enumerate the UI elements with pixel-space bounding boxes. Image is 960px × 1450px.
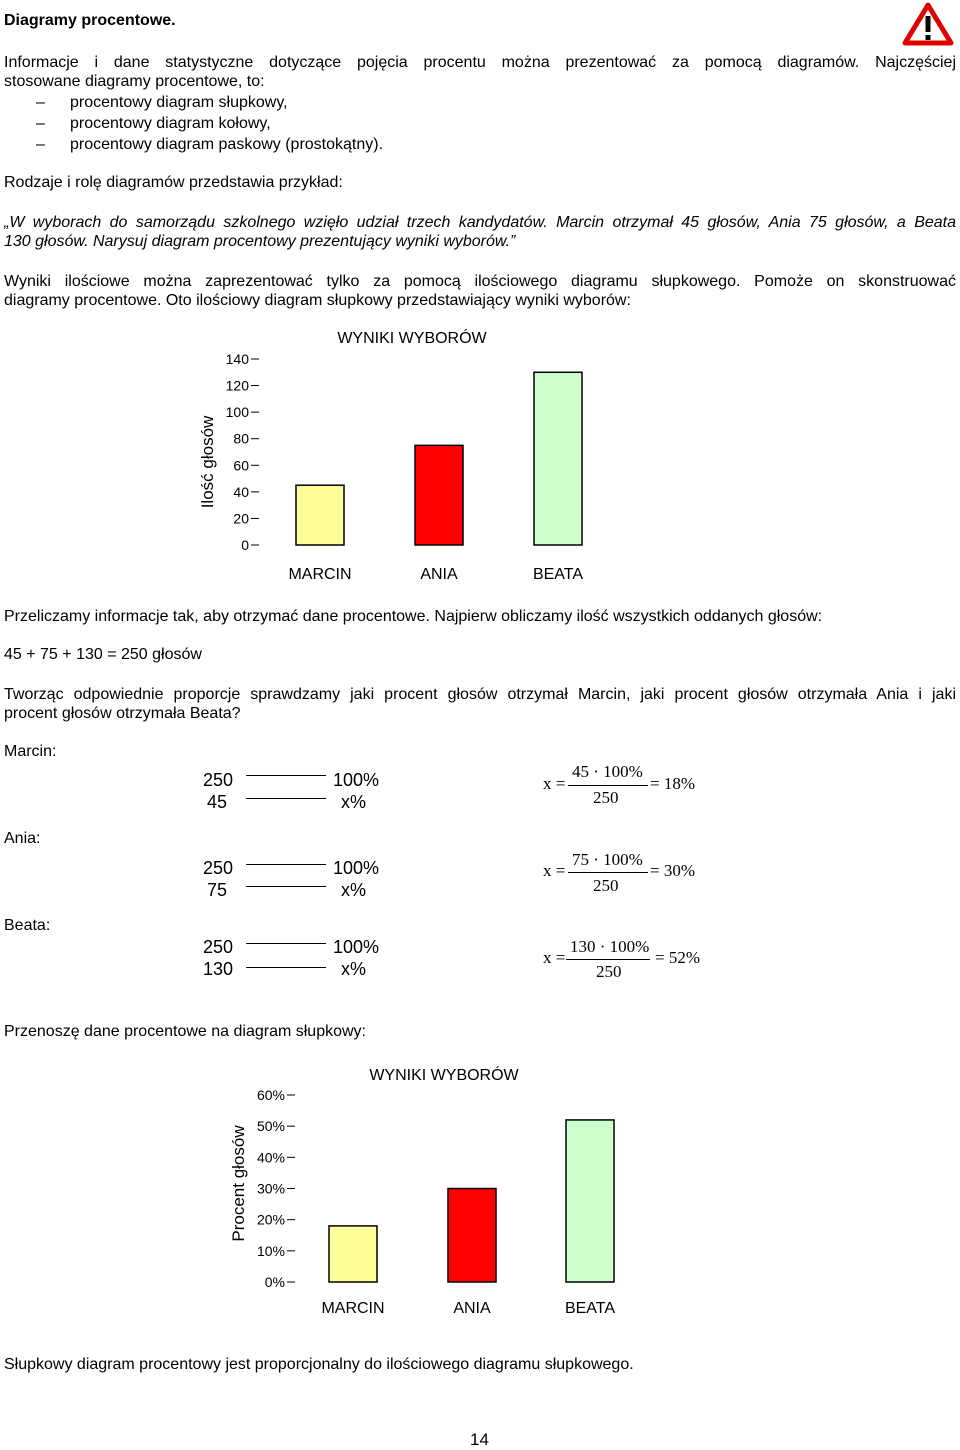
formula-denominator: 250 <box>593 876 619 895</box>
x-category-label: ANIA <box>453 1300 491 1317</box>
intro-line-2: stosowane diagramy procentowe, to: <box>4 73 265 90</box>
para3: Przeliczamy informacje tak, aby otrzymać dane procentowe. Najpierw obliczamy ilość wszystkich oddanych głosów: <box>4 608 823 625</box>
bar-marcin <box>329 1226 377 1282</box>
calc-name-ania: Ania: <box>4 830 41 847</box>
calc-name-beata: Beata: <box>4 917 51 934</box>
formula-denominator: 250 <box>593 788 619 807</box>
x-category-label: ANIA <box>420 566 458 583</box>
list-dash: – <box>36 94 45 111</box>
proportion-part: 75 <box>207 880 228 900</box>
para2-line-1: Wyniki ilościowe można zaprezentować tylko za pomocą ilościowego diagramu słupkowego. Pomoże on skonstruować <box>4 273 956 290</box>
proportion-total: 250 <box>203 937 234 957</box>
proportion-x: x% <box>341 880 367 900</box>
y-axis-label: Ilość głosów <box>198 415 217 509</box>
para4-line-1: Tworząc odpowiednie proporcje sprawdzamy jaki procent głosów otrzymał Marcin, jaki procent głosów otrzymała Ania i jaki <box>4 686 956 703</box>
proportion-percent: 100% <box>333 770 380 790</box>
formula-denominator: 250 <box>596 962 622 981</box>
proportion-part: 45 <box>207 792 228 812</box>
formula-numerator: 45 · 100% <box>572 762 643 781</box>
formula-numerator: 130 · 100% <box>570 937 650 956</box>
bar-marcin <box>296 485 344 545</box>
page-title: Diagramy procentowe. <box>4 12 176 29</box>
conclusion: Słupkowy diagram procentowy jest proporcjonalny do ilościowego diagramu słupkowego. <box>4 1356 634 1373</box>
y-tick-label: 20% <box>256 1211 285 1228</box>
y-tick-label: 30% <box>256 1180 285 1197</box>
example-intro: Rodzaje i rolę diagramów przedstawia przykład: <box>4 174 343 191</box>
list-item: procentowy diagram słupkowy, <box>70 94 288 111</box>
y-tick-label: 0 <box>241 537 249 553</box>
chart-title: WYNIKI WYBORÓW <box>369 1067 519 1084</box>
warning-icon <box>902 2 954 51</box>
y-tick-label: 0% <box>264 1274 285 1290</box>
para2-line-2: diagramy procentowe. Oto ilościowy diagram słupkowy przedstawiający wyniki wyborów: <box>4 292 631 309</box>
formula-numerator: 75 · 100% <box>572 850 643 869</box>
proportion-x: x% <box>341 792 367 812</box>
votes-bar-chart <box>180 318 680 588</box>
proportion-percent: 100% <box>333 858 380 878</box>
bar-ania <box>448 1189 496 1283</box>
y-tick-label: 100 <box>225 404 249 421</box>
y-tick-label: 40% <box>256 1149 285 1166</box>
formula-x: x = <box>543 774 566 793</box>
y-tick-label: 60% <box>256 1087 285 1103</box>
chart-title: WYNIKI WYBORÓW <box>337 330 487 347</box>
x-category-label: BEATA <box>564 1300 616 1317</box>
proportion-total: 250 <box>203 770 234 790</box>
proportion-x: x% <box>341 959 367 979</box>
para5: Przenoszę dane procentowe na diagram słupkowy: <box>4 1023 366 1040</box>
intro-line-1: Informacje i dane statystyczne dotyczące pojęcia procentu można prezentować za pomocą diagramów. Najczęściej <box>4 54 956 71</box>
page-number: 14 <box>470 1430 489 1449</box>
formula-result: = 18% <box>650 774 695 793</box>
y-tick-label: 40 <box>233 483 249 500</box>
x-category-label: MARCIN <box>288 566 352 583</box>
list-dash: – <box>36 136 45 153</box>
y-tick-label: 20 <box>233 510 249 527</box>
bar-beata <box>566 1120 614 1282</box>
formula-x: x = <box>543 861 566 880</box>
proportion-part: 130 <box>203 959 234 979</box>
y-tick-label: 120 <box>225 377 249 394</box>
sum-equation: 45 + 75 + 130 = 250 głosów <box>4 646 202 663</box>
calc-name-marcin: Marcin: <box>4 743 57 760</box>
proportion-total: 250 <box>203 858 234 878</box>
list-dash: – <box>36 115 45 132</box>
proportion-percent: 100% <box>333 937 380 957</box>
bar-beata <box>534 372 582 545</box>
y-tick-label: 60 <box>233 457 249 474</box>
y-axis-label: Procent głosów <box>229 1125 248 1242</box>
list-item: procentowy diagram kołowy, <box>70 115 271 132</box>
task-line-2: 130 głosów. Narysuj diagram procentowy prezentujący wyniki wyborów.” <box>4 233 516 250</box>
percent-bar-chart <box>222 1056 682 1326</box>
bar-ania <box>415 445 463 545</box>
x-category-label: MARCIN <box>321 1300 385 1317</box>
formula-result: = 30% <box>650 861 695 880</box>
y-tick-label: 50% <box>256 1118 285 1135</box>
formula-x: x = <box>543 948 566 967</box>
y-tick-label: 140 <box>225 351 249 367</box>
y-tick-label: 80 <box>233 430 249 447</box>
task-line-1: „W wyborach do samorządu szkolnego wzięło udział trzech kandydatów. Marcin otrzymał 45 głosów, Ania 75 głosów, a Beata <box>4 214 956 231</box>
para4-line-2: procent głosów otrzymała Beata? <box>4 705 241 722</box>
y-tick-label: 10% <box>256 1242 285 1259</box>
formula-result: = 52% <box>655 948 700 967</box>
list-item: procentowy diagram paskowy (prostokątny). <box>70 136 384 153</box>
x-category-label: BEATA <box>532 566 584 583</box>
